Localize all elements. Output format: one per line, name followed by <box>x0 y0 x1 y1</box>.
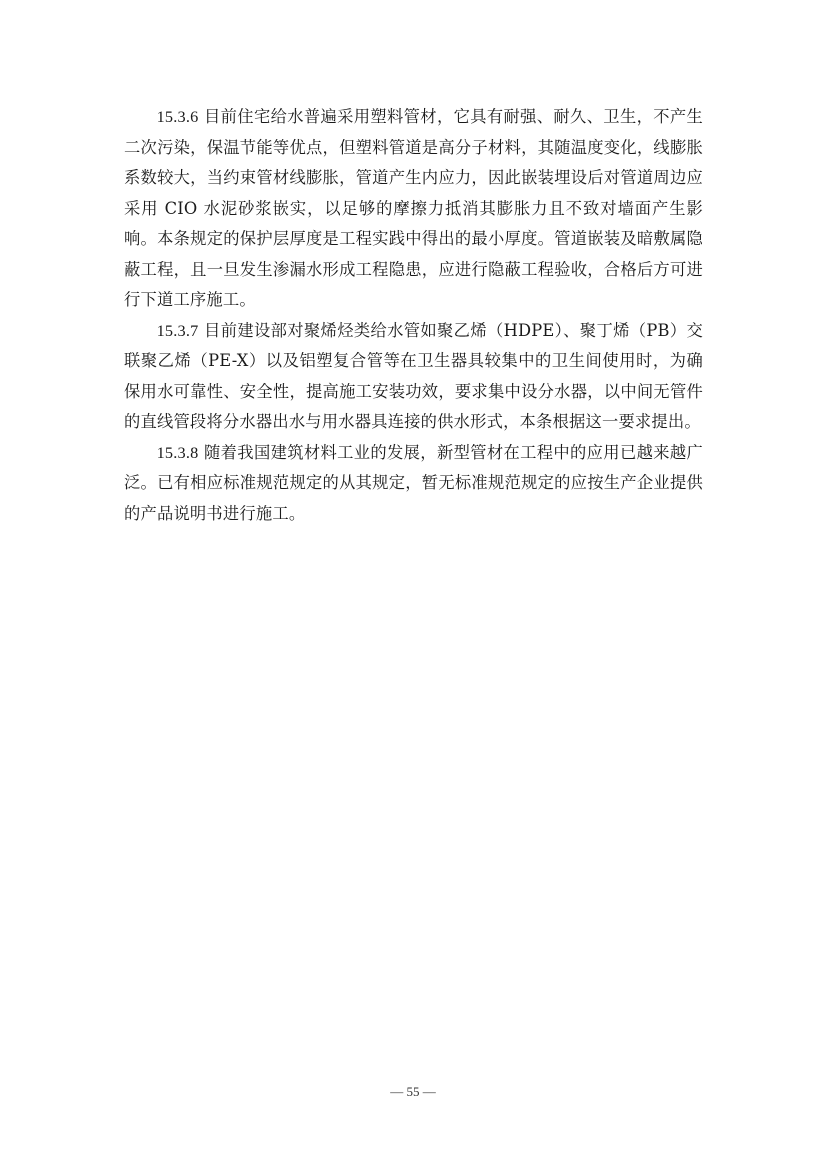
clause-text: 随着我国建筑材料工业的发展，新型管材在工程中的应用已越来越广泛。已有相应标准规范规定的从其规定，暂无标准规范规定的应按生产企业提供的产品说明书进行施工。 <box>124 442 703 523</box>
page-number: — 55 — <box>390 1084 436 1099</box>
document-body <box>124 102 703 529</box>
clause-text: 目前建设部对聚烯烃类给水管如聚乙烯（HDPE）、聚丁烯（PB）交联聚乙烯（PE-X）以及铝塑复合管等在卫生器具较集中的卫生间使用时，为确保用水可靠性、安全性，提高施工安装功效，要求集中设分水器，以中间无管件的直线管段将分水器出水与用水器具连接的供水形式，本条根据这一要求提出。 <box>124 320 703 431</box>
clause-15-3-8 <box>124 438 703 530</box>
clause-15-3-7 <box>124 316 703 438</box>
clause-number: 15.3.8 <box>156 442 199 462</box>
clause-15-3-6 <box>124 102 703 316</box>
clause-text: 目前住宅给水普遍采用塑料管材，它具有耐强、耐久、卫生，不产生二次污染，保温节能等优点，但塑料管道是高分子材料，其随温度变化，线膨胀系数较大，当约束管材线膨胀，管道产生内应力，因此嵌装埋设后对管道周边应采用 CIO 水泥砂浆嵌实，以足够的摩擦力抵消其膨胀力且不致对墙面产生影响。本条规定的保护层厚度是工程实践中得出的最小厚度。管道嵌装及暗敷属隐蔽工程，且一旦发生渗漏水形成工程隐患，应进行隐蔽工程验收，合格后方可进行下道工序施工。 <box>124 107 703 309</box>
clause-number: 15.3.6 <box>156 107 199 126</box>
clause-number: 15.3.7 <box>156 320 199 340</box>
